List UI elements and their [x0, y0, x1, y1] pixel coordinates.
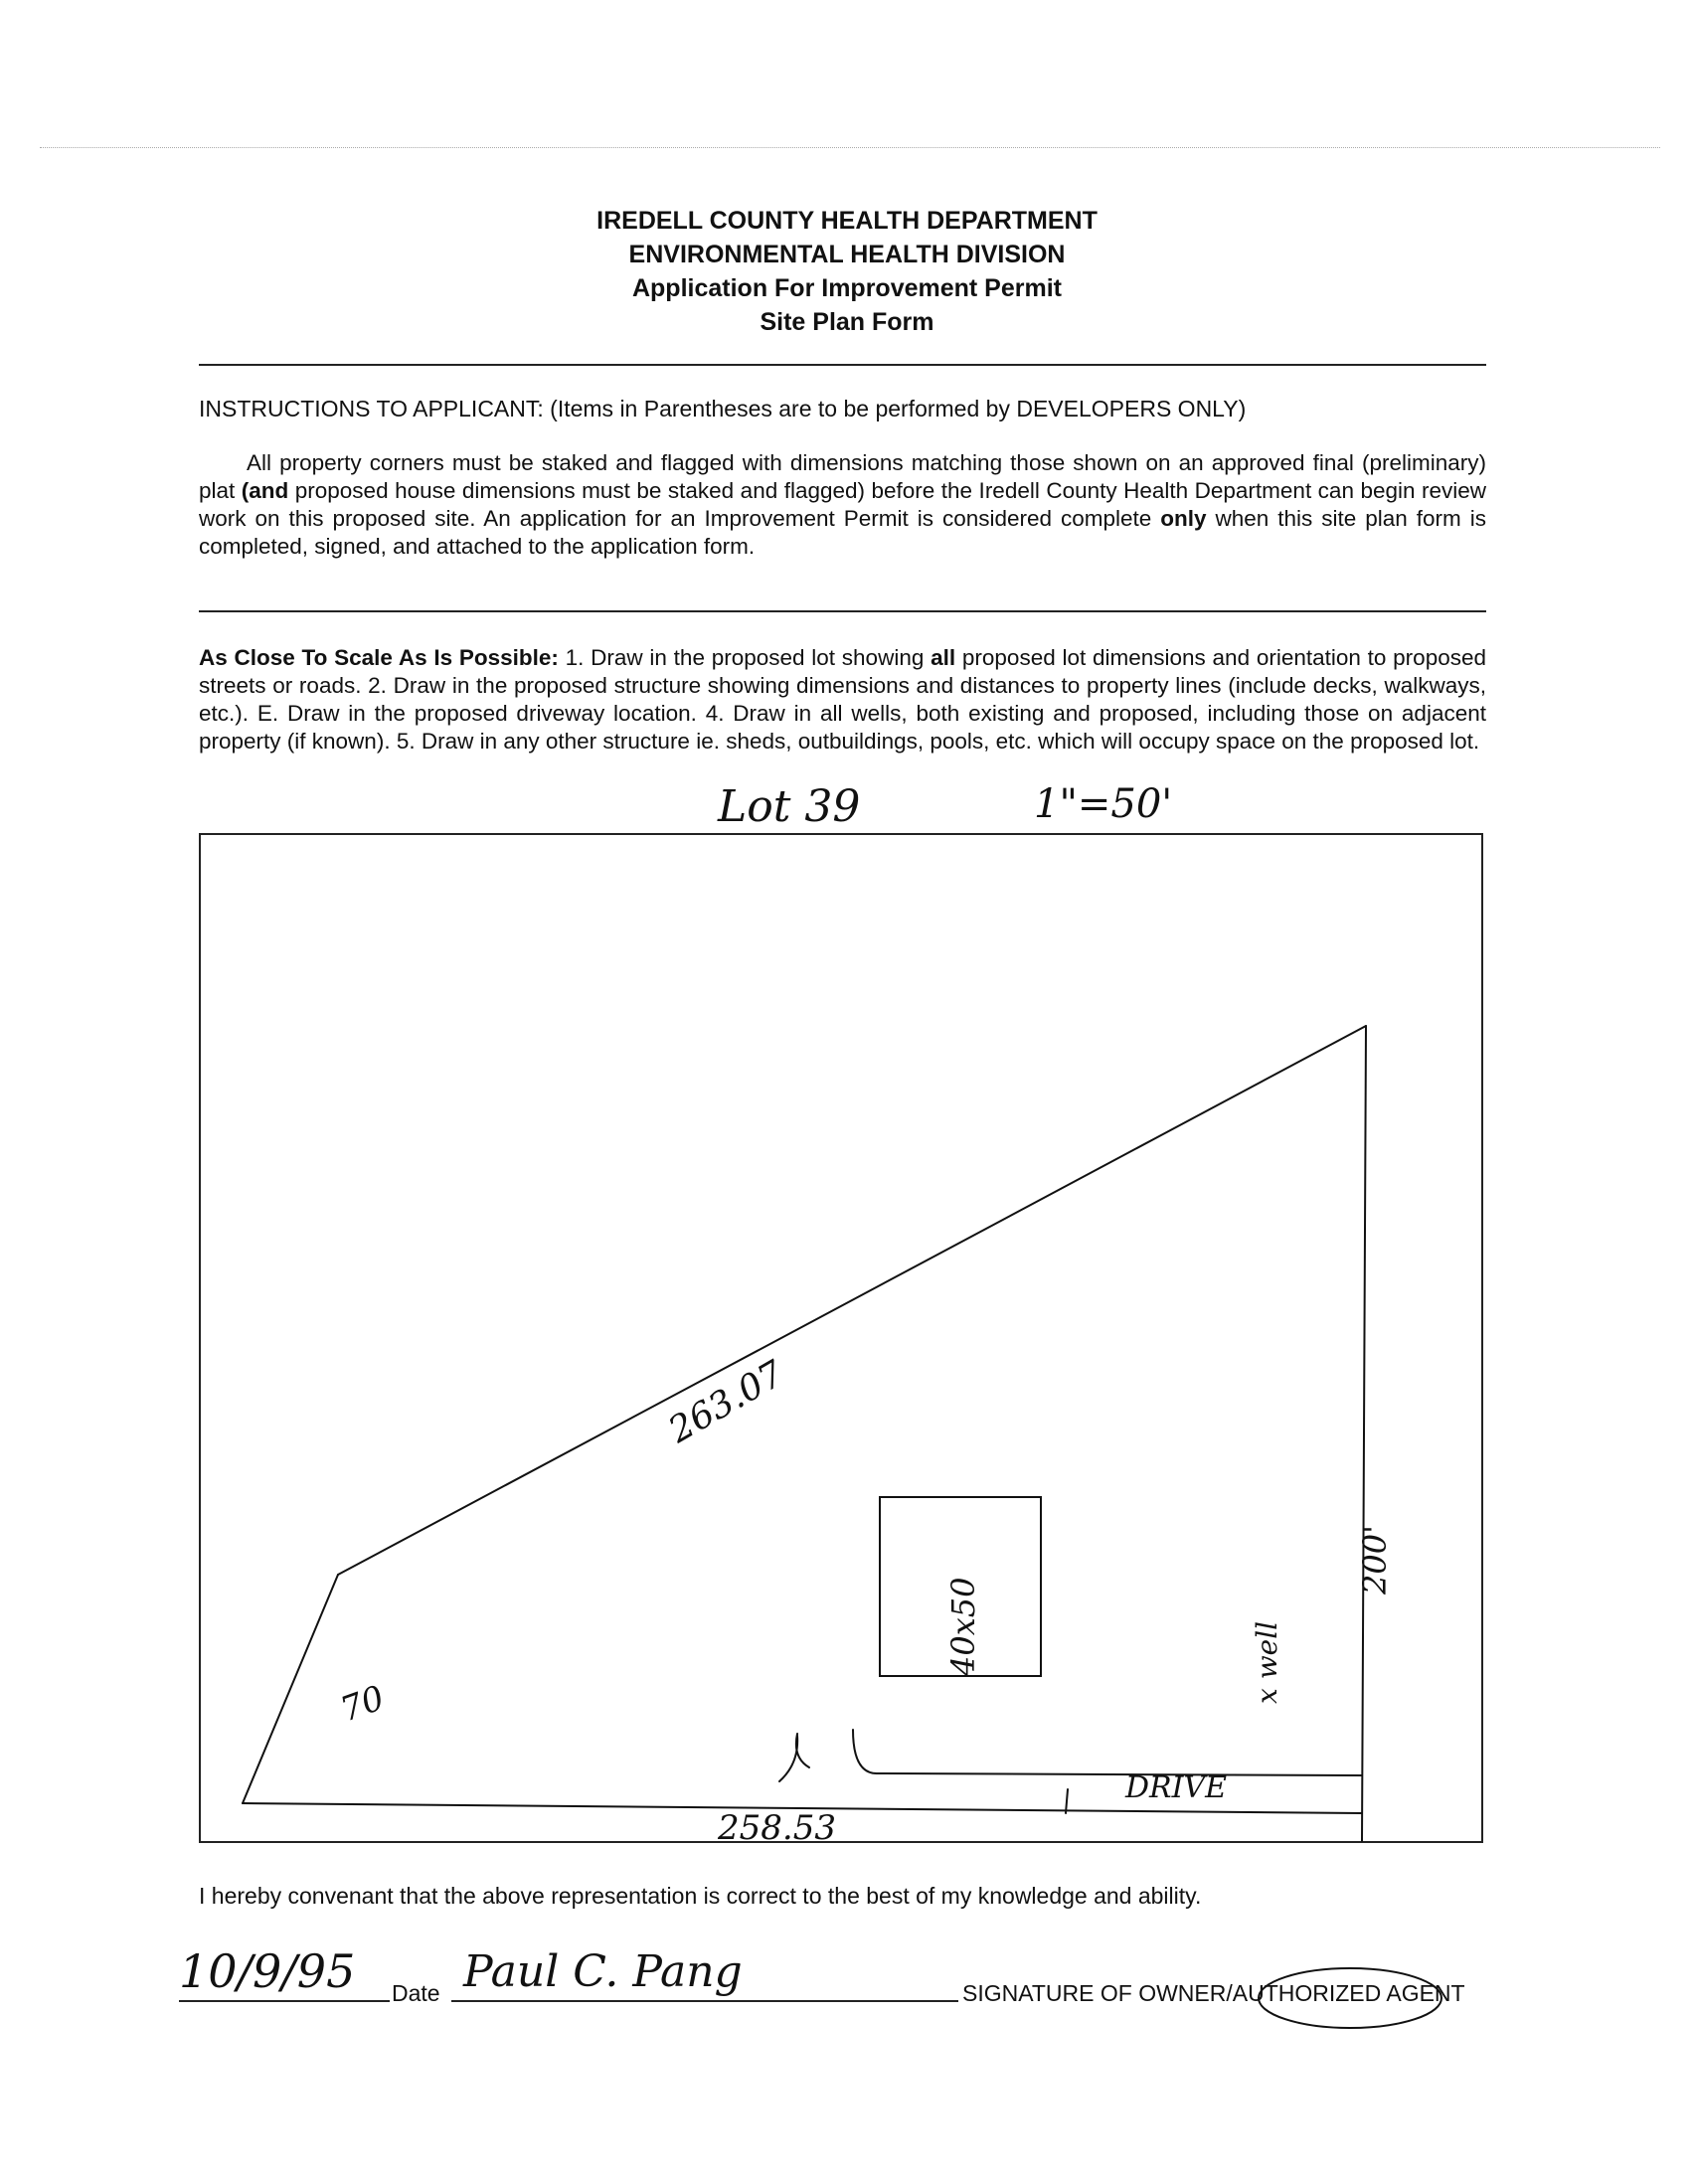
label-well: x well	[1251, 1620, 1283, 1704]
certification-statement: I hereby convenant that the above representation is correct to the best of my knowledge and ability.	[199, 1883, 1202, 1909]
instructions-paragraph	[199, 449, 1486, 561]
hand-drawn-circle	[1251, 1958, 1449, 2038]
driveway-edge	[853, 1730, 1362, 1775]
label-diagonal-length: 263.07	[662, 1353, 791, 1451]
handwritten-date: 10/9/95	[179, 1944, 356, 1998]
instructions-text-a: All property corners must be staked and flagged with dimensions matching those shown on an approved final (preliminary) plat	[199, 450, 1486, 503]
divider-top	[199, 364, 1486, 366]
instructions-text-c: when this site plan form is completed, signed, and attached to the application form.	[199, 506, 1486, 559]
date-label: Date	[392, 1980, 440, 2006]
scan-artifact-line	[40, 147, 1660, 148]
instructions-text-b: proposed house dimensions must be staked and flagged) before the Iredell County Health Department can begin review work on this proposed site. An application for an Improvement Permit is considered complete	[199, 478, 1486, 531]
driveway-curve-front	[779, 1736, 797, 1781]
header-division: ENVIRONMENTAL HEALTH DIVISION	[628, 241, 1066, 268]
handwritten-scale: 1"=50'	[1034, 781, 1173, 827]
lot-line-diagonal	[338, 1026, 1366, 1575]
scale-instructions-text-1: 1. Draw in the proposed lot showing	[558, 645, 932, 670]
lot-line-right	[1362, 1026, 1366, 1841]
lot-line-left	[243, 1575, 338, 1803]
scale-instructions-paragraph	[199, 644, 1486, 756]
label-right-length: 200'	[1356, 1525, 1394, 1595]
scale-instructions-text-2: proposed lot dimensions and orientation to proposed streets or roads. 2. Draw in the proposed structure showing dimensions and distances to property lines (include decks, walkways, etc.). E. Draw in the proposed driveway location. 4. Draw in all wells, both existing and proposed, including those on adjacent property (if known). 5. Draw in any other structure ie. sheds, outbuildings, pools, etc. which will occupy space on the proposed lot.	[199, 645, 1486, 754]
signature-label: SIGNATURE OF OWNER/AUTHORIZED AGENT	[962, 1980, 1465, 2006]
instructions-heading: INSTRUCTIONS TO APPLICANT: (Items in Parentheses are to be performed by DEVELOPERS ONLY)	[199, 396, 1247, 421]
label-house-dimensions: 40x50	[944, 1577, 982, 1676]
handwritten-lot-number: Lot 39	[718, 781, 861, 832]
header-form-title: Application For Improvement Permit	[631, 274, 1062, 302]
date-line	[179, 2000, 390, 2002]
divider-middle	[199, 610, 1486, 612]
form-header	[199, 204, 1495, 339]
site-plan-drawing	[201, 835, 1485, 1845]
label-bottom-length: 258.53	[718, 1808, 836, 1845]
site-plan-box	[199, 833, 1483, 1843]
label-left-length: 70	[335, 1678, 390, 1731]
handwritten-signature: Paul C. Pang	[463, 1946, 743, 1997]
label-drive: DRIVE	[1125, 1770, 1228, 1805]
instructions-bold-and: (and	[241, 478, 289, 503]
signature-row	[179, 1938, 1511, 2028]
scale-instructions-bold-all: all	[931, 645, 956, 670]
header-form-subtitle: Site Plan Form	[760, 308, 934, 336]
signature-line	[451, 2000, 958, 2002]
scale-instructions-lead: As Close To Scale As Is Possible:	[199, 645, 559, 670]
header-department: IREDELL COUNTY HEALTH DEPARTMENT	[596, 207, 1098, 235]
instructions-bold-only: only	[1160, 506, 1207, 531]
